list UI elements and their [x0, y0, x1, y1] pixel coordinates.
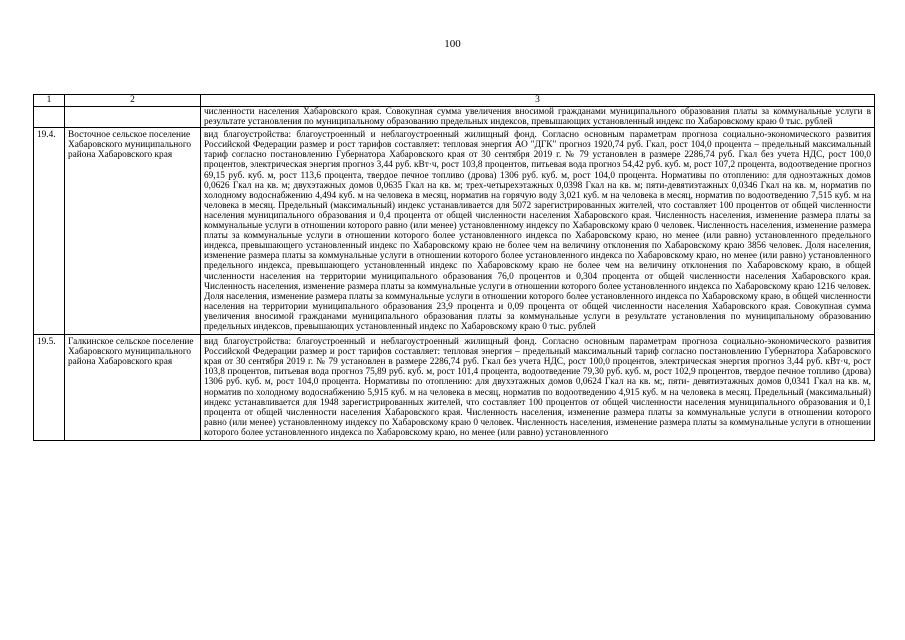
- continuation-text: численности населения Хабаровского края. Совокупная сумма увеличения вносимой гражданами муниципального образования платы за коммунальные услуги в результате установления по муниципальному образованию предельных индексов, превышающих установленный индекс по Хабаровскому краю 0 тыс. рублей: [201, 107, 875, 128]
- municipality-name: Галкинское сельское поселение Хабаровского муниципального района Хабаровского края: [65, 335, 201, 441]
- row-description: вид благоустройства: благоустроенный и неблагоустроенный жилищный фонд. Согласно основным параметрам прогноза социально-экономического развития Российской Федерации размер и рост тарифов составляет: тепловая энергия – предельный максимальный тариф согласно постановлению Губернатора Хабаровского края от 30 сентября 2019 г. № 79 установлен в размере 2286,74 руб. Гкал без учета НДС, рост 100,0 процентов, электрическая энергия прогноз 3,44 руб. кВт·ч, рост 103,8 процентов, питьевая вода прогноз 75,89 руб. куб. м, рост 101,4 процента, водоотведение 79,30 руб. куб. м, рост 102,9 процентов, твердое печное топливо (дрова) 1306 руб. куб. м, рост 104,0 процента. Нормативы по отоплению: для двухэтажных домов 0,0624 Гкал на кв. м;, пяти- девятиэтажных домов 0,0341 Гкал на кв. м, норматив по холодному водоснабжению 5,915 куб. м на человека в месяц, норматив по водоотведению 4,915 куб. м на человека в месяц. Предельный (максимальный) индекс устанавливается для 1948 зарегистрированных жителей, что составляет 100 процентов от общей численности населения муниципального образования и 0,1 процента от общей численности населения Хабаровского края. Численность населения, изменение размера платы за коммунальные услуги в отношении которого равно (или менее) установленному индексу по Хабаровскому краю 0 человек. Численность населения, изменение размера платы за коммунальные услуги в отношении которого более установленного индекса по Хабаровскому краю, но менее (или равно) установленного: [201, 335, 875, 441]
- continuation-num-cell: [34, 107, 65, 128]
- row-description: вид благоустройства: благоустроенный и неблагоустроенный жилищный фонд. Согласно основным параметрам прогноза социально-экономического развития Российской Федерации размер и рост тарифов составляет: тепловая энергия АО "ДГК" прогноз 1920,74 руб. Гкал, рост 104,0 процента – предельный максимальный тариф согласно постановлению Губернатора Хабаровского края от 30 сентября 2019 г. № 79 установлен в размере 2286,74 руб. Гкал без учета НДС, рост 100,0 процентов, электрическая энергия прогноз 3,44 руб. кВт·ч, рост 103,8 процентов, питьевая вода прогноз 54,42 руб. куб. м, рост 107,2 процента, водоотведение прогноз 69,15 руб. куб. м, рост 113,6 процента, твердое печное топливо (дрова) 1306 руб. куб. м, рост 104,0 процента. Нормативы по отоплению: для одноэтажных домов 0,0626 Гкал на кв. м; двухэтажных домов 0,0635 Гкал на кв. м; трех-четырехэтажных 0,0398 Гкал на кв. м; пяти-девятиэтажных 0,0346 Гкал на кв. м, норматив по холодному водоснабжению 4,494 куб. м на человека в месяц, норматив на горячую воду 3,021 куб. м на человека в месяц, норматив по водоотведению 7,515 куб. м на человека в месяц. Предельный (максимальный) индекс устанавливается для 5072 зарегистрированных жителей, что составляет 100 процентов от общей численности населения муниципального образования и 0,4 процента от общей численности населения Хабаровского края. Численность населения, изменение размера платы за коммунальные услуги в отношении которого равно (или менее) установленному индексу по Хабаровскому краю 0 человек. Численность населения, изменение размера платы за коммунальные услуги в отношении которого более установленного индекса по Хабаровскому краю, но менее (или равно) установленного предельного индекса, превышающего установленный индекс по Хабаровскому краю не более чем на величину отклонения по Хабаровскому краю 3856 человек. Доля населения, изменение размера платы за коммунальные услуги в отношении которого более установленного индекса по Хабаровскому краю, но менее (или равно) установленного предельного индекса, превышающего установленный индекс по Хабаровскому краю не более чем на величину отклонения по Хабаровскому краю, в общей численности населения на территории муниципального образования 76,0 процентов и 0,304 процента от общей численности населения Хабаровского края. Численность населения, изменение размера платы за коммунальные услуги в отношении которого более установленного индекса по Хабаровскому краю 1216 человек. Доля населения, изменение размера платы за коммунальные услуги в отношении которого более установленного индекса по Хабаровскому краю, в общей численности населения на территории муниципального образования 23,9 процента и 0,09 процента от общей численности населения Хабаровского края. Совокупная сумма увеличения вносимой гражданами муниципального образования платы за коммунальные услуги в результате установления по муниципальному образованию предельных индексов, превышающих установленный индекс по Хабаровскому краю 0 тыс. рублей: [201, 128, 875, 335]
- continuation-name-cell: [65, 107, 201, 128]
- table-header-row: [34, 95, 875, 107]
- continuation-row: [34, 107, 875, 128]
- header-col-3: 3: [201, 95, 875, 107]
- row-number: 19.5.: [34, 335, 65, 441]
- row-number: 19.4.: [34, 128, 65, 335]
- header-col-2: 2: [65, 95, 201, 107]
- municipality-name: Восточное сельское поселение Хабаровского муниципального района Хабаровского края: [65, 128, 201, 335]
- header-col-1: 1: [34, 95, 65, 107]
- table-row: [34, 128, 875, 335]
- page-number: 100: [444, 38, 461, 50]
- table-row: [34, 335, 875, 441]
- document-table: [33, 94, 875, 441]
